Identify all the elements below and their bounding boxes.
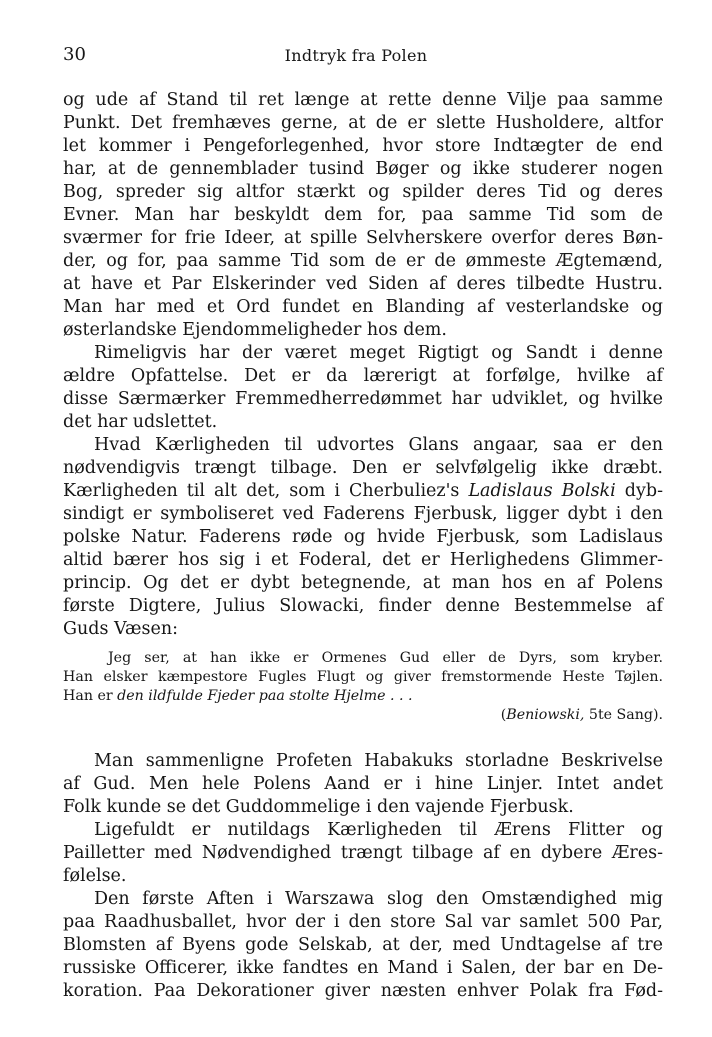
text-line: altid bærer hos sig i et Foderal, det er Herlighedens Glimmer- <box>63 550 663 570</box>
text-line: ældre Opfattelse. Det er da lærerigt at forfølge, hvilke af <box>63 366 663 386</box>
citation-canto: 5te Sang). <box>588 707 663 723</box>
text-line: Evner. Man har beskyldt dem for, paa samme Tid som de <box>63 205 663 225</box>
citation-paren: ( <box>500 707 507 723</box>
text-line: Guds Væsen: <box>63 619 178 639</box>
text-line: koration. Paa Dekorationer giver næsten enhver Polak fra Fød- <box>63 981 663 1001</box>
text-line: Ligefuldt er nutildags Kærligheden til Ærens Flitter og <box>94 820 663 840</box>
text-line: af Gud. Men hele Polens Aand er i hine Linjer. Intet andet <box>63 774 663 794</box>
text-line: nødvendigvis trængt tilbage. Den er selvfølgelig ikke dræbt. <box>63 458 663 478</box>
text-line: har, at de gennemblader tusind Bøger og ikke studerer nogen <box>63 159 663 179</box>
text-line: der, og for, paa samme Tid som de er de ømmeste Ægtemænd, <box>63 251 663 271</box>
text-line: Blomsten af Byens gode Selskab, at der, med Undtagelse af tre <box>63 935 663 955</box>
page-header <box>0 44 712 70</box>
citation-work: Beniowski, <box>506 707 585 723</box>
text-line: Pailletter med Nødvendighed trængt tilbage af en dybere Æres- <box>63 843 663 863</box>
text-line: Den første Aften i Warszawa slog den Omstændighed mig <box>94 889 663 909</box>
text-line: paa Raadhusballet, hvor der i den store Sal var samlet 500 Par, <box>63 912 663 932</box>
book-title-italic: Ladislaus Bolski <box>468 481 616 501</box>
quote-line <box>63 686 663 706</box>
text-line: sværmer for frie Ideer, at spille Selvherskere overfor deres Bøn- <box>63 228 663 248</box>
quote-italic: den ildfulde Fjeder paa stolte Hjelme . . . <box>117 688 413 704</box>
text-line: princip. Og det er dybt betegnende, at man hos en af Polens <box>63 573 663 593</box>
text-line: det har udslettet. <box>63 412 218 432</box>
text-line: første Digtere, Julius Slowacki, finder denne Bestemmelse af <box>63 596 663 616</box>
text-line: sindigt er symboliseret ved Faderens Fjerbusk, ligger dybt i den <box>63 504 663 524</box>
text-line: Folk kunde se det Guddommelige i den vajende Fjerbusk. <box>63 797 574 817</box>
quote-citation <box>63 705 663 725</box>
text-line: Hvad Kærligheden til udvortes Glans angaar, saa er den <box>94 435 663 455</box>
text-line: at have et Par Elskerinder ved Siden af deres tilbedte Hustru. <box>63 274 663 294</box>
text-line: Rimeligvis har der været meget Rigtigt og Sandt i denne <box>94 343 663 363</box>
page-number: 30 <box>63 44 86 65</box>
text-line: og ude af Stand til ret længe at rette denne Vilje paa samme <box>63 90 663 110</box>
text-line: let kommer i Pengeforlegenhed, hvor store Indtægter de end <box>63 136 663 156</box>
quote-line: Jeg ser, at han ikke er Ormenes Gud eller de Dyrs, som kryber. <box>108 650 663 666</box>
text-line: Punkt. Det fremhæves gerne, at de er slette Husholdere, altfor <box>63 113 663 133</box>
text-line <box>63 479 663 503</box>
text-line: Man har med et Ord fundet en Blanding af vesterlandske og <box>63 297 663 317</box>
text-line: russiske Officerer, ikke fandtes en Mand i Salen, der bar en De- <box>63 958 663 978</box>
text-line: østerlandske Ejendommeligheder hos dem. <box>63 320 447 340</box>
text-segment: dyb- <box>624 481 663 501</box>
text-line: følelse. <box>63 866 127 886</box>
quote-line: Han elsker kæmpestore Fugles Flugt og giver fremstormende Heste Tøjlen. <box>63 669 663 685</box>
text-line: Man sammenligne Profeten Habakuks storladne Beskrivelse <box>94 751 663 771</box>
quote-segment: Han er <box>63 688 113 704</box>
text-line: polske Natur. Faderens røde og hvide Fjerbusk, som Ladislaus <box>63 527 663 547</box>
running-title: Indtryk fra Polen <box>284 46 428 65</box>
text-line: disse Særmærker Fremmedherredømmet har udviklet, og hvilke <box>63 389 663 409</box>
text-line: Bog, spreder sig altfor stærkt og spilder deres Tid og deres <box>63 182 663 202</box>
text-segment: Kærligheden til alt det, som i Cherbuliez's <box>63 481 460 501</box>
